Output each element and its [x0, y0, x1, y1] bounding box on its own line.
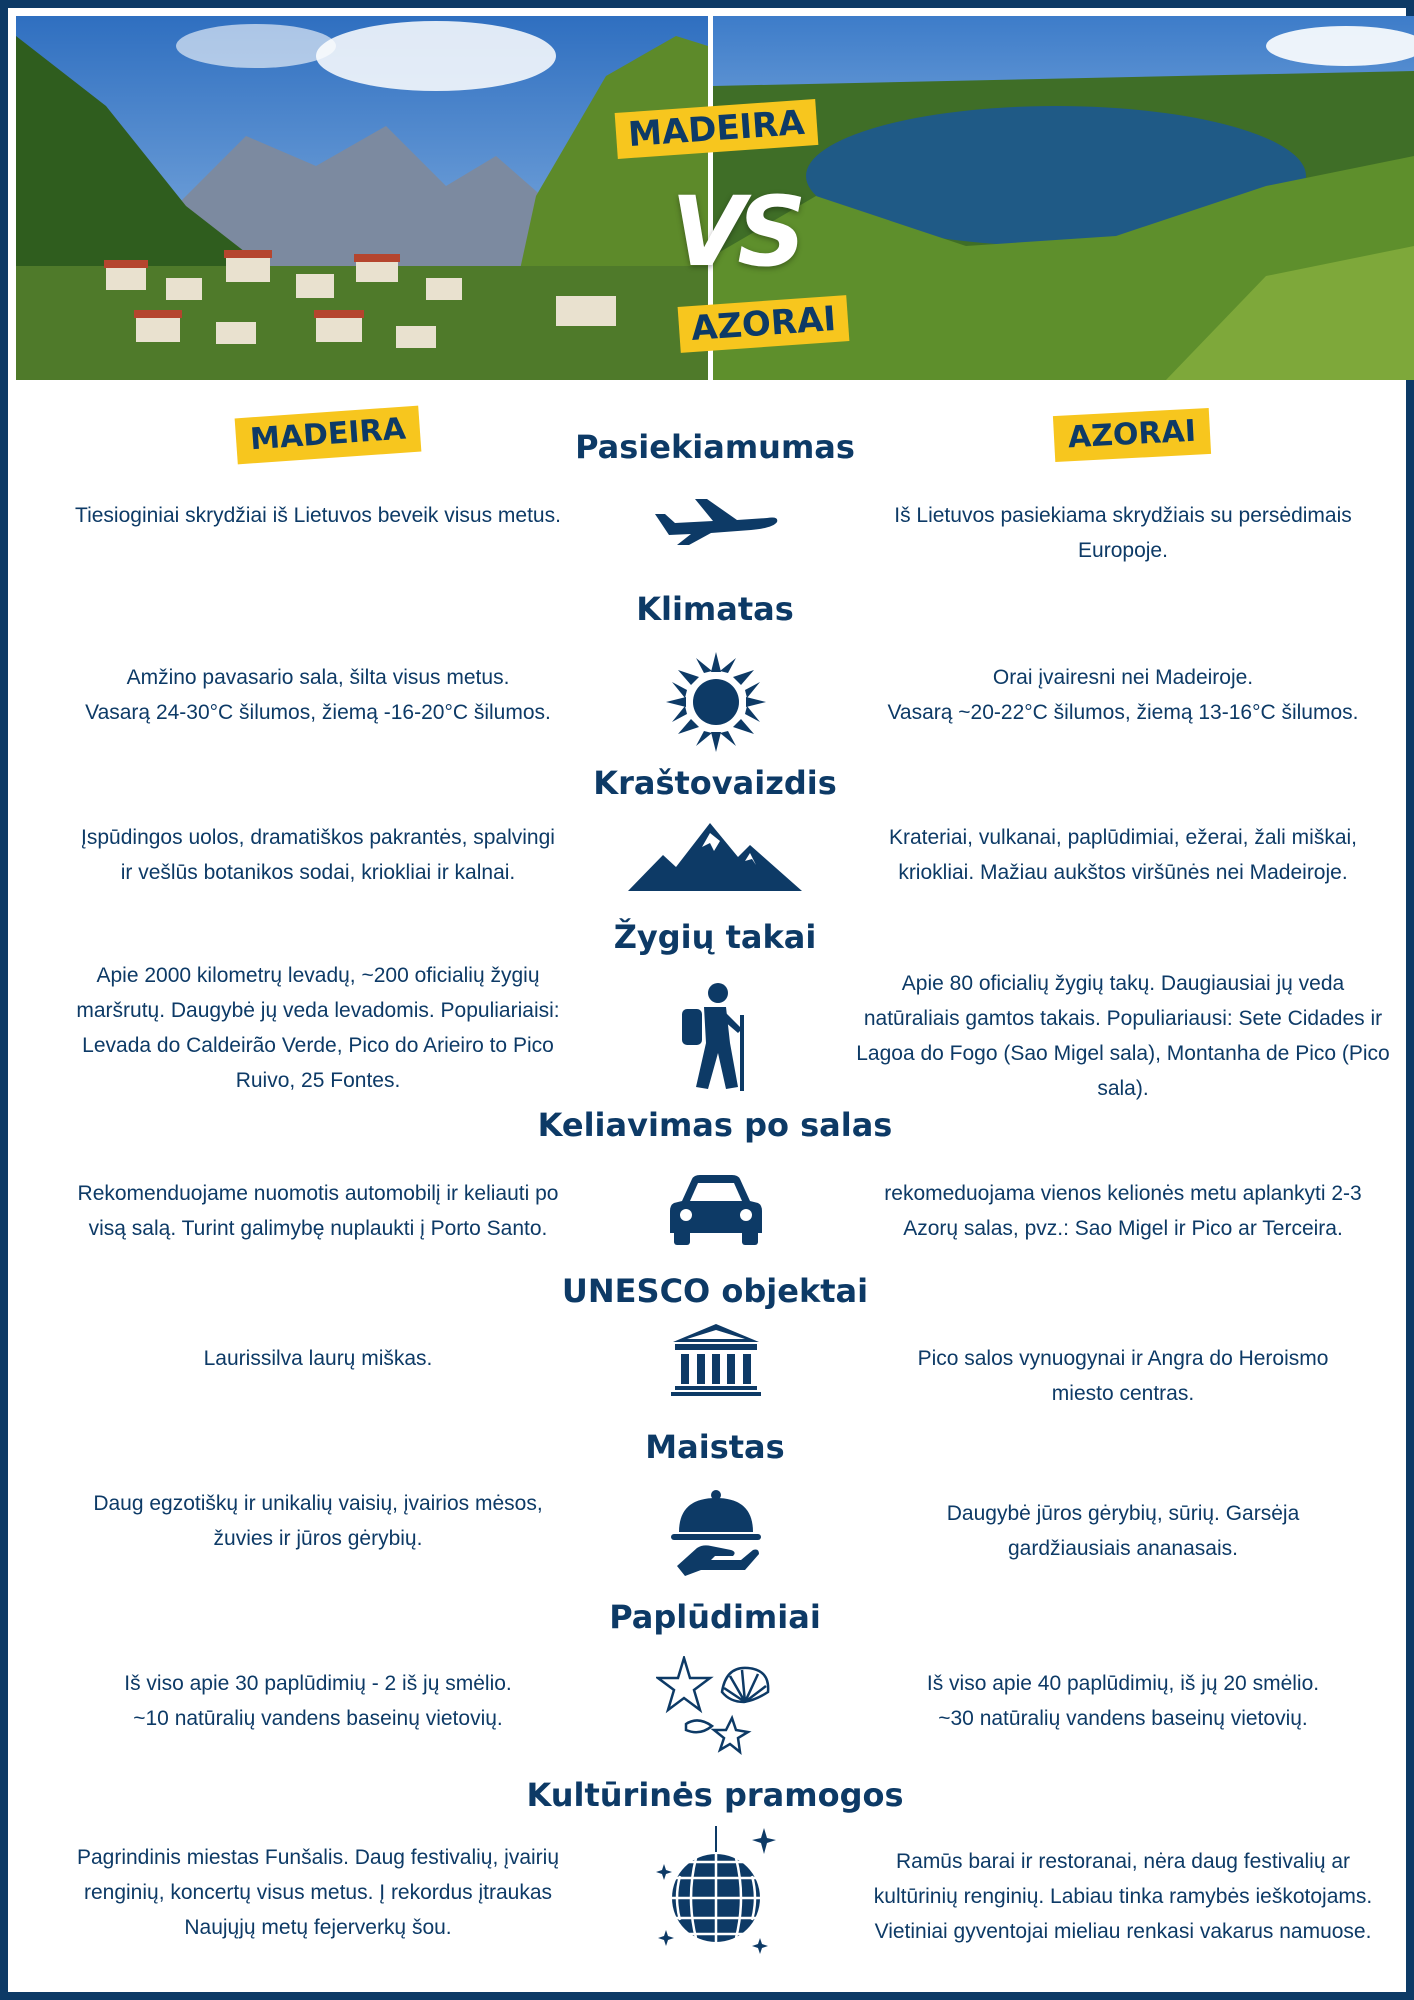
azorai-pasiekiamumas-text: Iš Lietuvos pasiekiama skrydžiais su persėdimais Europoje.: [894, 504, 1352, 562]
section-title-krastovaizdis: Kraštovaizdis: [593, 764, 837, 802]
airplane-icon: [628, 496, 803, 546]
section-title-papludimiai: Paplūdimiai: [609, 1598, 821, 1636]
azorai-keliavimas-text: rekomeduojama vienos kelionės metu aplankyti 2-3 Azorų salas, pvz.: Sao Migel ir Pico ar Terceira.: [884, 1182, 1362, 1240]
azorai-unesco-text: Pico salos vynuogynai ir Angra do Heroismo miesto centras.: [917, 1347, 1329, 1405]
azorai-kulturines-pramogos-text: Ramūs barai ir restoranai, nėra daug festivalių ar kultūrinių renginių. Labiau tinka ramybės ieškotojams. Vietiniai gyventojai mieliau renkasi vakarus namuose.: [873, 1850, 1373, 1943]
car-icon: [628, 1173, 803, 1245]
azorai-klimatas-text: Orai įvairesni nei Madeiroje. Vasarą ~20-22°C šilumos, žiemą 13-16°C šilumos.: [887, 666, 1359, 724]
disco-ball-icon: [628, 1826, 803, 1956]
vs-label: VS: [671, 176, 799, 288]
column-header-azorai: AZORAI: [1053, 408, 1211, 462]
sun-icon: [628, 650, 803, 754]
madeira-krastovaizdis-text: Įspūdingos uolos, dramatiškos pakrantės, spalvingi ir vešlūs botanikos sodai, kriokliai ir kalnai.: [81, 826, 555, 884]
madeira-maistas-text: Daug egzotiškų ir unikalių vaisių, įvairios mėsos, žuvies ir jūros gėrybių.: [93, 1492, 543, 1550]
hiker-icon: [628, 983, 803, 1093]
section-title-keliavimas: Keliavimas po salas: [537, 1106, 893, 1144]
madeira-klimatas-text: Amžino pavasario sala, šilta visus metus. Vasarą 24-30°C šilumos, žiemą -16-20°C šilumos.: [85, 666, 551, 724]
azorai-zygiu-takai-text: Apie 80 oficialių žygių takų. Daugiausiai jų veda natūraliais gamtos takais. Populiariausi: Sete Cidades ir Lagoa do Fogo (Sao Migel sala), Montanha de Pico (Pico sala).: [856, 972, 1390, 1100]
section-title-pasiekiamumas: Pasiekiamumas: [575, 428, 855, 466]
madeira-pasiekiamumas-text: Tiesioginiai skrydžiai iš Lietuvos beveik visus metus.: [75, 504, 561, 527]
cloche-icon: [628, 1490, 803, 1576]
temple-icon: [628, 1324, 803, 1396]
hero-banner: [16, 16, 1414, 380]
madeira-unesco-text: Laurissilva laurų miškas.: [203, 1347, 433, 1370]
section-title-unesco: UNESCO objektai: [561, 1272, 869, 1310]
hero-azorai-badge: AZORAI: [678, 295, 850, 353]
azorai-krastovaizdis-text: Krateriai, vulkanai, paplūdimiai, ežerai, žali miškai, kriokliai. Mažiau aukštos viršūnės nei Madeiroje.: [888, 826, 1358, 884]
section-title-zygiu-takai: Žygių takai: [613, 918, 817, 956]
azorai-maistas-text: Daugybė jūros gėrybių, sūrių. Garsėja gardžiausiais ananasais.: [946, 1502, 1300, 1560]
section-title-maistas: Maistas: [645, 1428, 785, 1466]
mountains-icon: [628, 823, 803, 893]
seashells-icon: [628, 1656, 803, 1756]
madeira-kulturines-pramogos-text: Pagrindinis miestas Funšalis. Daug festivalių, įvairių renginių, koncertų visus metus. Į rekordus įtraukas Naujųjų metų fejerverkų šou.: [76, 1846, 560, 1939]
madeira-zygiu-takai-text: Apie 2000 kilometrų levadų, ~200 oficialių žygių maršrutų. Daugybė jų veda levadomis. Populiariaisi: Levada do Caldeirão Verde, Pico do Arieiro to Pico Ruivo, 25 Fontes.: [76, 964, 560, 1092]
section-title-klimatas: Klimatas: [636, 590, 794, 628]
hero-madeira-badge: MADEIRA: [615, 99, 818, 159]
section-title-kulturines-pramogos: Kultūrinės pramogos: [526, 1776, 904, 1814]
madeira-papludimiai-text: Iš viso apie 30 paplūdimių - 2 iš jų smėlio. ~10 natūralių vandens baseinų vietovių.: [124, 1672, 512, 1730]
madeira-keliavimas-text: Rekomenduojame nuomotis automobilį ir keliauti po visą salą. Turint galimybę nuplaukti į Porto Santo.: [77, 1182, 559, 1240]
azorai-papludimiai-text: Iš viso apie 40 paplūdimių, iš jų 20 smėlio. ~30 natūralių vandens baseinų vietovių.: [926, 1672, 1320, 1730]
column-header-madeira: MADEIRA: [235, 406, 422, 465]
